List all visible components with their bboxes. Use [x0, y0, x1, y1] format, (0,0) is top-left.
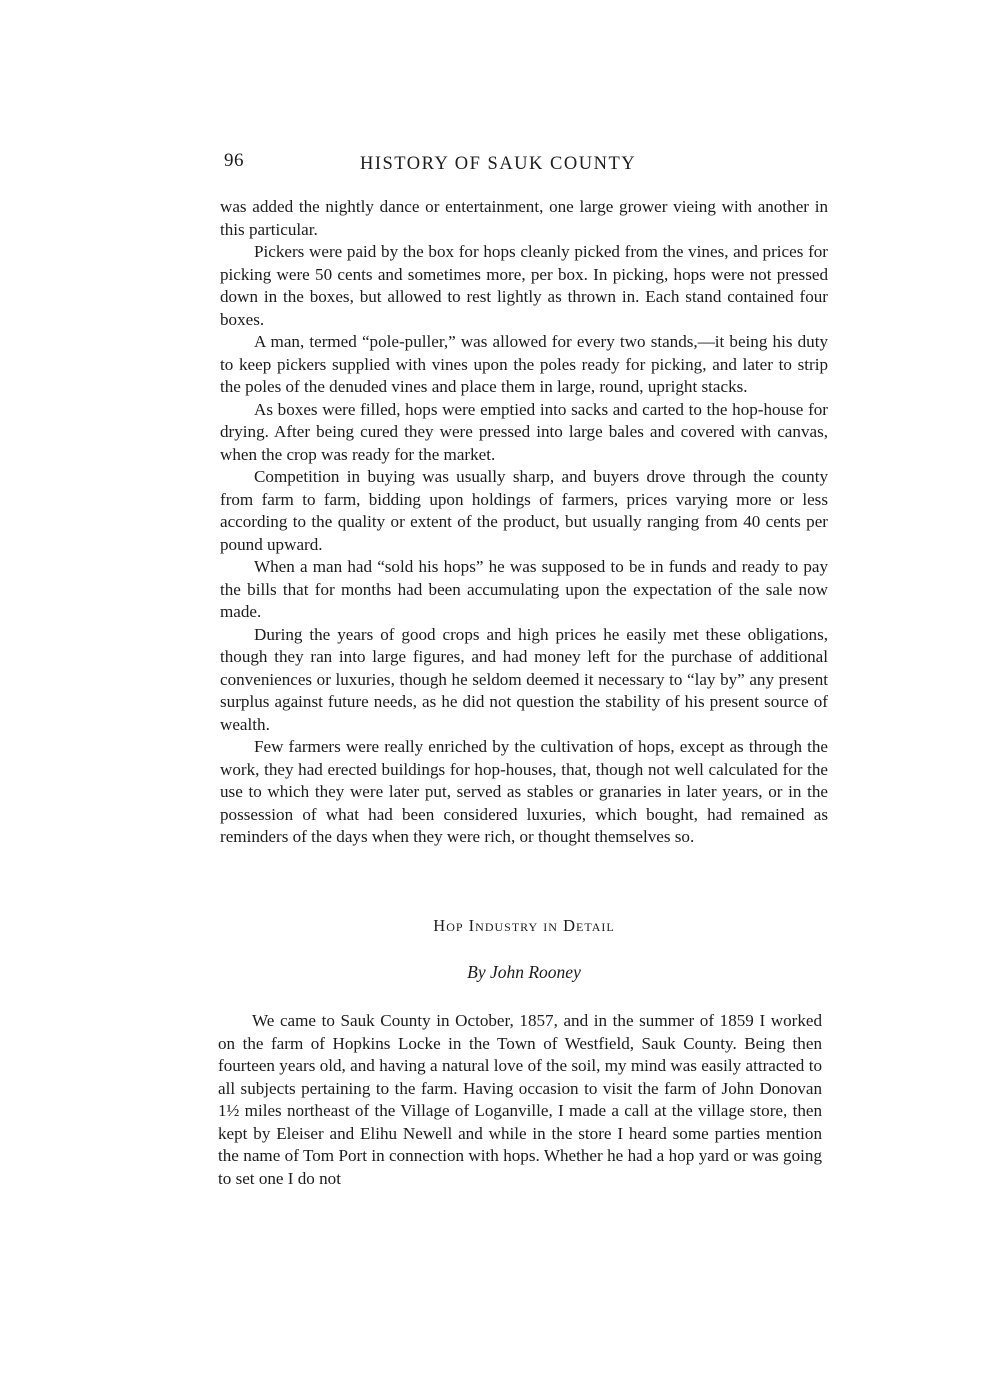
paragraph: When a man had “sold his hops” he was supposed to be in funds and ready to pay the bills that for months had been accumulating upon the expectation of the sale now made. — [220, 557, 828, 621]
paragraph: As boxes were filled, hops were emptied into sacks and carted to the hop-house for drying. After being cured they were pressed into large bales and covered with canvas, when the crop was ready for the market. — [220, 399, 828, 464]
paragraph: Pickers were paid by the box for hops cleanly picked from the vines, and prices for picking were 50 cents and sometimes more, per box. In picking, hops were not pressed down in the boxes, but allowed to rest lightly as thrown in. Each stand contained four boxes. — [220, 242, 828, 329]
section-heading: Hop Industry in Detail — [433, 916, 615, 935]
page-number: 96 — [224, 150, 244, 171]
body-text — [220, 196, 828, 849]
paragraph: During the years of good crops and high prices he easily met these obligations, though they ran into large figures, and had money left for the purchase of additional conveniences or luxuries, though he seldom deemed it necessary to “lay by” any present surplus against future needs, as he did not question the stability of his present source of wealth. — [220, 624, 828, 734]
paragraph: was added the nightly dance or entertainment, one large grower vieing with another in this particular. — [220, 197, 828, 239]
paragraph: Few farmers were really enriched by the cultivation of hops, except as through the work, they had erected buildings for hop-houses, that, though not well calculated for the use to which they were later put, served as stables or granaries in later years, or in the possession of what had been considered luxuries, which bought, had remained as reminders of the days when they were rich, or thought themselves so. — [220, 737, 828, 846]
running-title: HISTORY OF SAUK COUNTY — [360, 154, 637, 174]
paragraph: We came to Sauk County in October, 1857, and in the summer of 1859 I worked on the farm of Hopkins Locke in the Town of Westfield, Sauk County. Being then fourteen years old, and having a natural love of the soil, my mind was easily attracted to all subjects pertaining to the farm. Having occasion to visit the farm of John Donovan 1½ miles northeast of the Village of Loganville, I made a call at the village store, then kept by Eleiser and Elihu Newell and while in the store I heard some parties mention the name of Tom Port in connection with hops. Whether he had a hop yard or was going to set one I do not — [218, 1011, 822, 1188]
paragraph: Competition in buying was usually sharp, and buyers drove through the county from farm to farm, bidding upon holdings of farmers, prices varying more or less according to the quality or extent of the product, but usually ranging from 40 cents per pound upward. — [220, 467, 828, 554]
paragraph: A man, termed “pole-puller,” was allowed for every two stands,—it being his duty to keep pickers supplied with vines upon the poles ready for picking, and later to strip the poles of the denuded vines and place them in large, round, upright stacks. — [220, 332, 828, 396]
section-body-text — [218, 1010, 822, 1190]
byline: By John Rooney — [467, 962, 581, 982]
